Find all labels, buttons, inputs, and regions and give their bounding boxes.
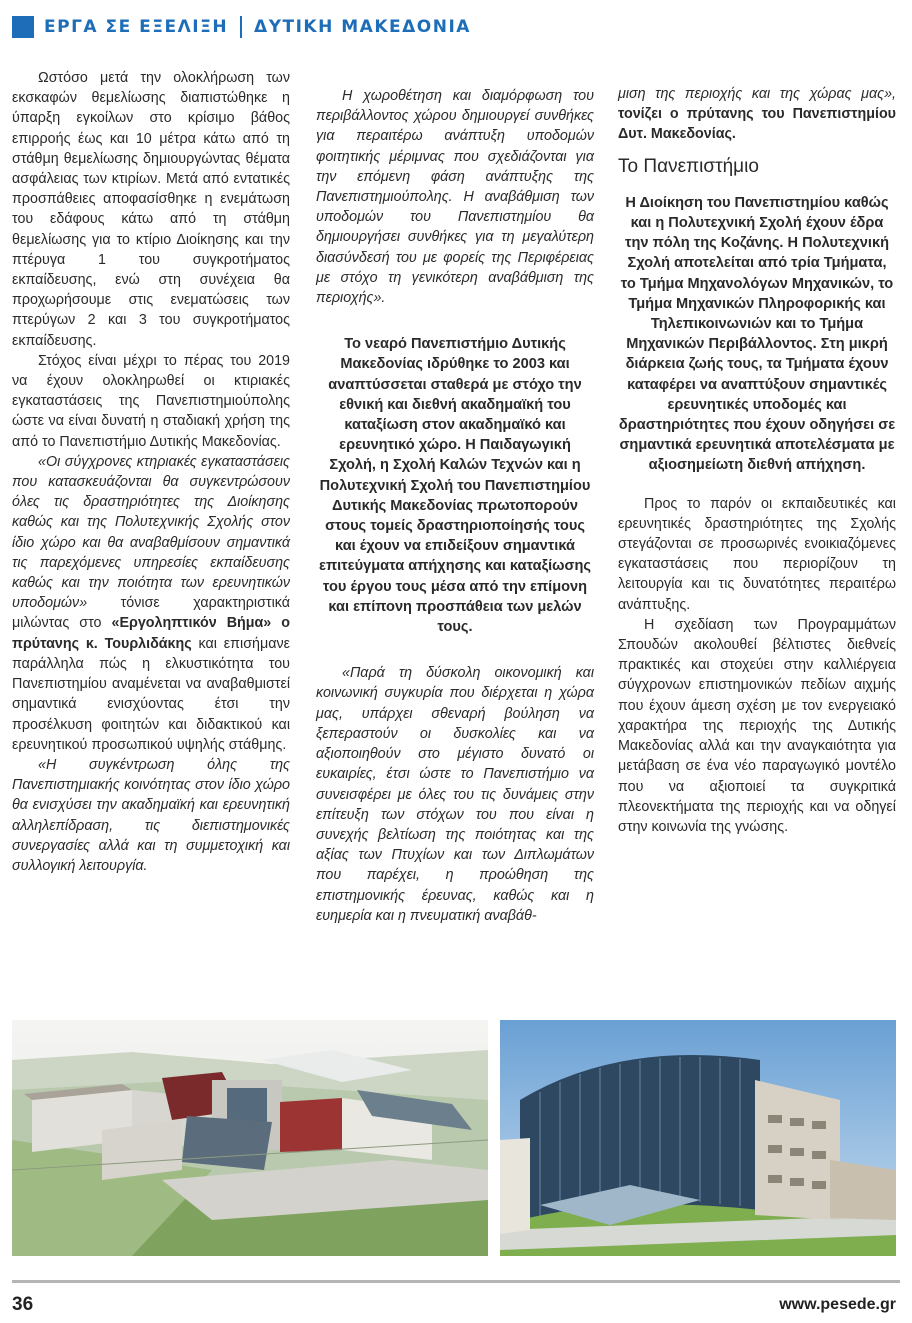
paragraph: Προς το παρόν οι εκπαιδευτικές και ερευνητικές δραστηριότητες της Σχολής στεγάζονται σε προσωρινές ενοικιαζόμενες εγκαταστάσεις που περιορίζουν τη λειτουργία και τις δυνατότητες περαιτέρω ανάπτυξης. xyxy=(618,495,896,613)
text-span: και επισήμανε παράλληλα πώς η ελκυστικότητα του Πανεπιστημίου αναμένεται να αναβαθμιστεί σημαντικά ενισχύοντας έτσι την προσέλκυση φοιτητών και διδακτικού και ερευνητικού προσωπικού υψηλής στάθμης. xyxy=(12,635,290,753)
header-divider xyxy=(240,16,242,38)
region-title: ΔΥΤΙΚΗ ΜΑΚΕΔΟΝΙΑ xyxy=(254,17,471,37)
section-marker-square xyxy=(12,16,34,38)
bold-text: «Εργοληπτικόν Βήμα» ο πρύτανης κ. Τουρλιδάκης xyxy=(12,615,291,652)
section-title: ΕΡΓΑ ΣΕ ΕΞΕΛΙΞΗ xyxy=(44,17,229,37)
paragraph: Ωστόσο μετά την ολοκλήρωση των εκσκαφών θεμελίωσης διαπιστώθηκε η ύπαρξη εγκοίλων στο κρίσιμο βάθος επιρροής έως και 10 μέτρα κάτω από τη στάθμη θεμελίωσης δημιουργώντας θέματα ασφάλειας των κτιρίων. Μετά από εντατικές προσπάθειες αποφασίσθηκε η ενεμάτωση του εδάφους κάτω από τη στάθμη θεμελίωσης για το κτίριο Διοίκησης και την πτέρυγα 1 του συγκροτήματος εκπαίδευσης, ενώ στη συνέχεια θα προχωρήσουμε στις ενεματώσεις των πτερύγων 2 και 3 του συγκροτήματος εκπαίδευσης. xyxy=(12,70,290,349)
building-facade-rendering xyxy=(500,1020,896,1256)
article-column-2 xyxy=(316,68,594,926)
website-link[interactable]: www.pesede.gr xyxy=(779,1296,896,1313)
quote-end: μιση της περιοχής και της χώρας μας», xyxy=(618,86,896,102)
lead-paragraph: Η Διοίκηση του Πανεπιστημίου καθώς και η Πολυτεχνική Σχολή έχουν έδρα την πόλη της Κοζάνης. Η Πολυτεχνική Σχολή αποτελείται από τρία Τμήματα, το Τμήμα Μηχανολόγων Μηχανικών, το Τμήμα Μηχανικών Πληροφορικής και Τηλεπικοινωνιών και το Τμήμα Μηχανικών Περιβάλλοντος. Στη μικρή διάρκεια ζωής τους, τα Τμήματα έχουν καταφέρει να αναπτύξουν σημαντικές ερευνητικές υποδομές και δραστηριότητες που έχουν οδηγήσει σε σημαντικά ερευνητικά αποτελέσματα με αξιοσημείωτη διεθνή απήχηση. xyxy=(618,194,896,474)
article-column-3 xyxy=(618,84,896,837)
paragraph: Η σχεδίαση των Προγραμμάτων Σπουδών ακολουθεί βέλτιστες διεθνείς πρακτικές και στοχεύει στην καλλιέργεια σύγχρονων επιστημονικών πεδίων αιχμής που έχουν άμεση σχέση με τον ενεργειακό χαρακτήρα της περιοχής της Δυτικής Μακεδονίας αλλά και την αναγκαιότητα για μετάβαση σε ένα νέο παραγωγικό μοντέλο που να αξιοποιεί τα συγκριτικά πλεονεκτήματα της περιοχής και να οδηγεί στην κοινωνία της γνώσης. xyxy=(618,616,896,835)
quote-paragraph: «Παρά τη δύσκολη οικονομική και κοινωνική συγκυρία που διέρχεται η χώρα μας, υπάρχει σθεναρή βούληση να ξεπεραστούν οι δυσκολίες και να αξιοποιηθούν στο μέγιστο δυνατό οι ευκαιρίες, έτσι ώστε το Πανεπιστήμιο να συνεισφέρει με όλες του τις δυνάμεις στην επίτευξη των στόχων του που είναι η συνεχής βελτίωση της ποιότητας και της αξίας των Πτυχίων και των Διπλωμάτων που παρέχει, η προώθηση της επιστημονικής έρευνας, καθώς και η ευημερία και η πνευματική αναβάθ- xyxy=(316,665,594,924)
quote-paragraph: Η χωροθέτηση και διαμόρφωση του περιβάλλοντος χώρου δημιουργεί συνθήκες για περαιτέρω ανάπτυξη υποδομών φοιτητικής μέριμνας που σχεδιάζονται για την επόμενη φάση ανάπτυξης της Πανεπιστημιούπολης. Η αναβάθμιση των υποδομών του Πανεπιστημίου θα δημιουργήσει συνθήκες για τη μεγαλύτερη διασύνδεσή του με φορείς της Περιφέρειας με στόχο τη γενικότερη αναβάθμιση της περιοχής». xyxy=(316,88,594,307)
subheading: Το Πανεπιστήμιο xyxy=(618,155,759,177)
text-span: τόνισε χαρακτηριστικά μιλώντας στο xyxy=(12,595,290,632)
quote-paragraph: «Η συγκέντρωση όλης της Πανεπιστημιακής κοινότητας στον ίδιο χώρο θα ενισχύσει την ακαδημαϊκή και ερευνητική αλληλεπίδραση, τις διεπιστημονικές συνεργασίες αλλά και τη συμμετοχική και συλλογική λειτουργία. xyxy=(12,756,290,874)
paragraph: Στόχος είναι μέχρι το πέρας του 2019 να έχουν ολοκληρωθεί οι κτιριακές εγκαταστάσεις της Πανεπιστημιούπολης ώστε να είναι δυνατή η σταδιακή χρήση της από το Πανεπιστήμιο Δυτικής Μακεδονίας. xyxy=(12,352,290,450)
paragraph xyxy=(12,452,290,755)
footer-divider xyxy=(12,1280,900,1283)
campus-aerial-rendering xyxy=(12,1020,488,1256)
paragraph xyxy=(618,84,896,145)
quote: «Οι σύγχρονες κτηριακές εγκαταστάσεις που κατασκευάζονται θα συγκεντρώσουν όλες τις δραστηριότητες της Διοίκησης καθώς και της Πολυτεχνικής Σχολής στον ίδιο χώρο και θα αναβαθμίσουν σημαντικά τις παρεχόμενες υπηρεσίες εκπαίδευσης καθώς και την ποιότητα των ερευνητικών υποδομών» xyxy=(12,453,290,612)
section-header xyxy=(12,14,471,40)
article-column-1 xyxy=(12,68,290,876)
page-number: 36 xyxy=(12,1294,34,1315)
bold-text: τονίζει ο πρύτανης του Πανεπιστημίου Δυτ. Μακεδονίας. xyxy=(618,106,896,143)
lead-paragraph: Το νεαρό Πανεπιστήμιο Δυτικής Μακεδονίας ιδρύθηκε το 2003 και αναπτύσσεται σταθερά με στόχο την εθνική και διεθνή ακαδημαϊκή του καταξίωση στον ακαδημαϊκό και ερευνητικό χώρο. Η Παιδαγωγική Σχολή, η Σχολή Καλών Τεχνών και η Πολυτεχνική Σχολή του Πανεπιστημίου Δυτικής Μακεδονίας πρωτοπορούν στους τομείς δραστηριοποίησής τους και έχουν να επιδείξουν σημαντικά επιτεύγματα απήχησης και καταξίωσης του έργου τους μέσα από την επίμονη και επίπονη προσπάθεια των μελών τους. xyxy=(319,336,591,636)
